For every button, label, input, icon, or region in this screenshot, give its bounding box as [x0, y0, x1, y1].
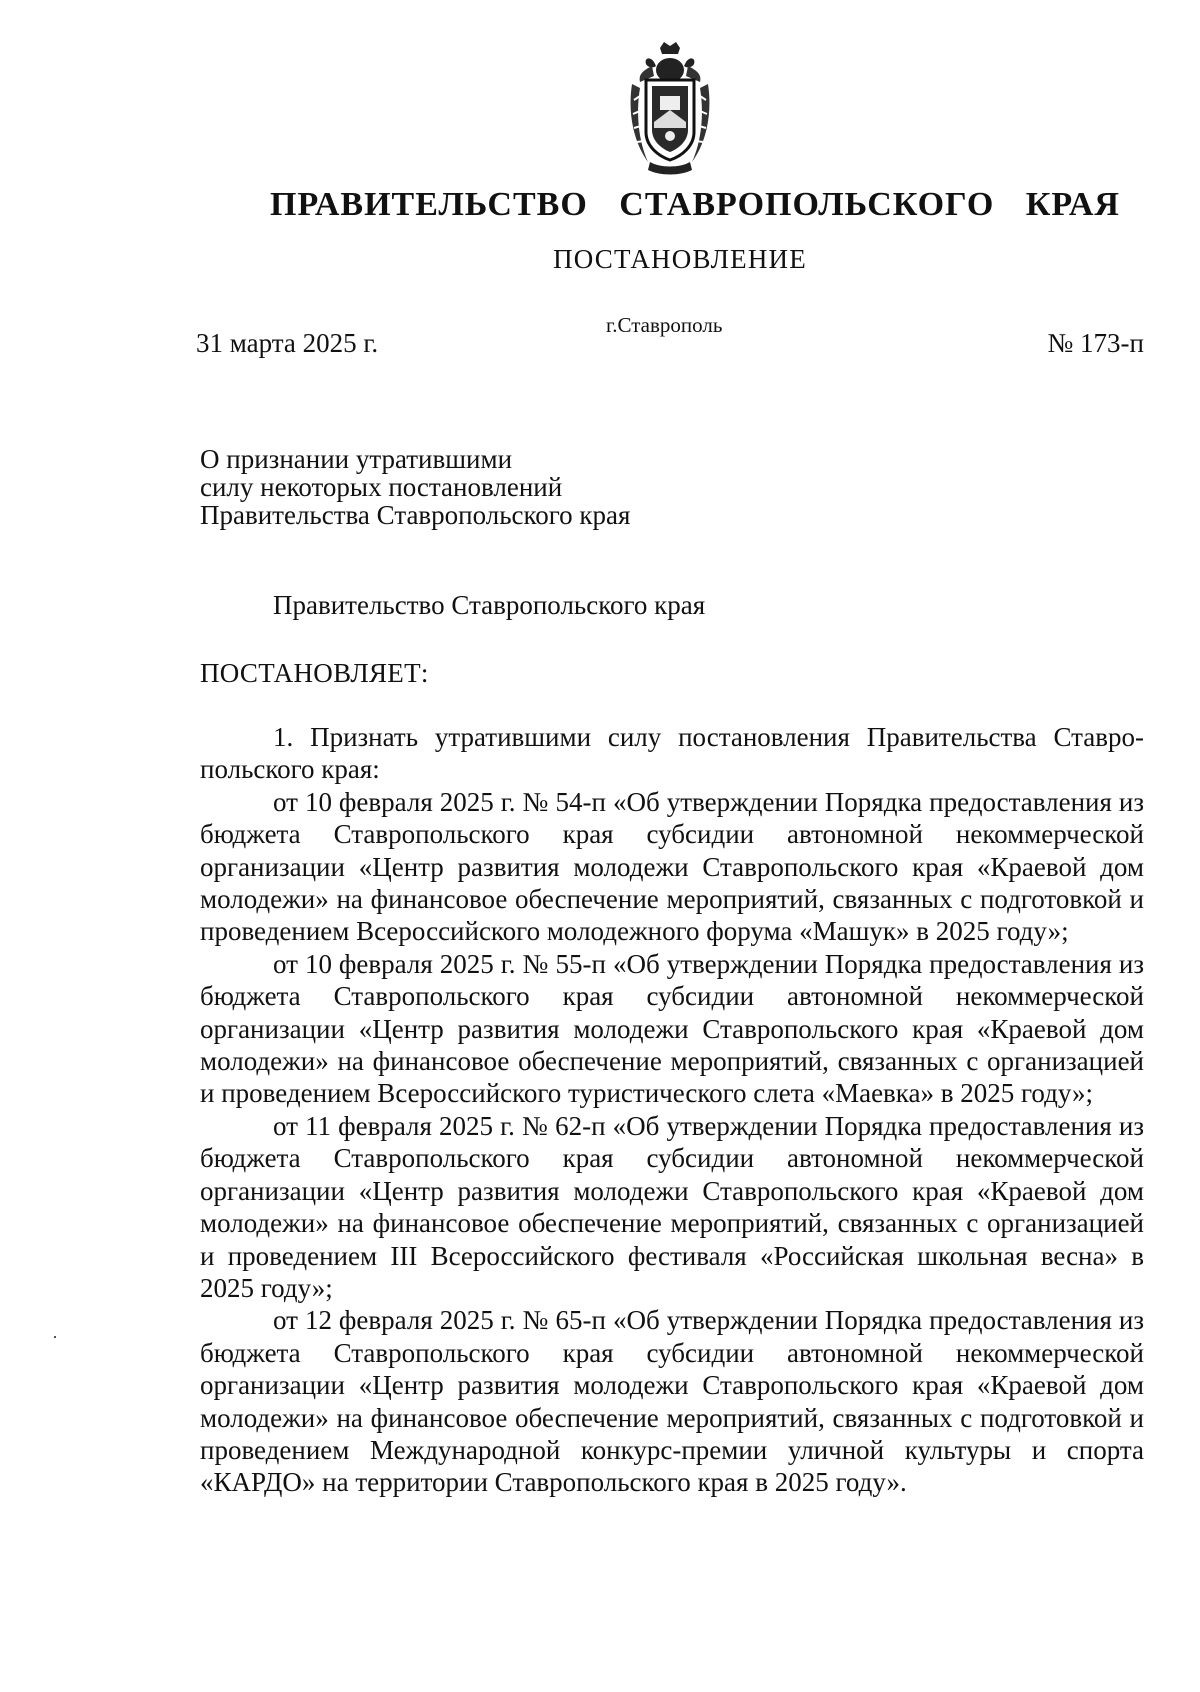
- subject-line: Правительства Ставропольского края: [200, 500, 631, 530]
- subject-line: силу некоторых постановлений: [200, 472, 563, 502]
- body-paragraph: от 10 февраля 2025 г. № 54-п «Об утверждении Порядка предоставления из бюджета Ставропольского края субсидии автономной некоммерческой организации «Центр развития молодежи Ставропольского края «Краевой дом молодежи» на финансовое обеспечение мероприятий, связанных с подготовкой и проведением Всероссийского молодежного форума «Машук» в 2025 году»;: [200, 786, 1144, 947]
- document-number: № 173-п: [1047, 328, 1144, 358]
- document-subject: [200, 445, 630, 529]
- document-city: г.Ставрополь: [606, 313, 723, 337]
- decree-word: ПОСТАНОВЛЯЕТ:: [200, 658, 429, 688]
- body-paragraph: от 12 февраля 2025 г. № 65-п «Об утверждении Порядка предоставления из бюджета Ставропольского края субсидии автономной некоммерческой организации «Центр развития молодежи Ставропольского края «Краевой дом молодежи» на финансовое обеспечение мероприятий, связанных с подготовкой и проведением Международной конкурс-премии уличной культуры и спорта «КАРДО» на территории Ставропольского края в 2025 году».: [200, 1305, 1144, 1498]
- body-paragraph: от 10 февраля 2025 г. № 55-п «Об утверждении Порядка предоставления из бюджета Ставропольского края субсидии автономной некоммерческой организации «Центр развития молодежи Ставропольского края «Краевой дом молодежи» на финансовое обеспечение мероприятий, связанных с организацией и проведением Всероссийского туристического слета «Маевка» в 2025 году»;: [200, 948, 1144, 1109]
- scan-speck: [54, 1336, 56, 1338]
- subject-line: О признании утратившими: [200, 444, 513, 474]
- issuing-authority: Правительство Ставропольского края: [273, 590, 706, 620]
- stavropol-coat-of-arms-icon: [624, 40, 716, 176]
- government-title: ПРАВИТЕЛЬСТВО СТАВРОПОЛЬСКОГО КРАЯ: [270, 186, 1120, 223]
- body-paragraph: 1. Признать утратившими силу постановления Правительства Ставропольского края:: [200, 722, 1144, 785]
- document-body: [200, 721, 1144, 1499]
- body-paragraph: от 11 февраля 2025 г. № 62-п «Об утверждении Порядка предоставления из бюджета Ставропольского края субсидии автономной некоммерческой организации «Центр развития молодежи Ставропольского края «Краевой дом молодежи» на финансовое обеспечение мероприятий, связанных с организацией и проведением III Всероссийского фестиваля «Российская школьная весна» в 2025 году»;: [200, 1110, 1144, 1303]
- document-type: ПОСТАНОВЛЕНИЕ: [553, 244, 807, 274]
- document-date: 31 марта 2025 г.: [196, 328, 379, 358]
